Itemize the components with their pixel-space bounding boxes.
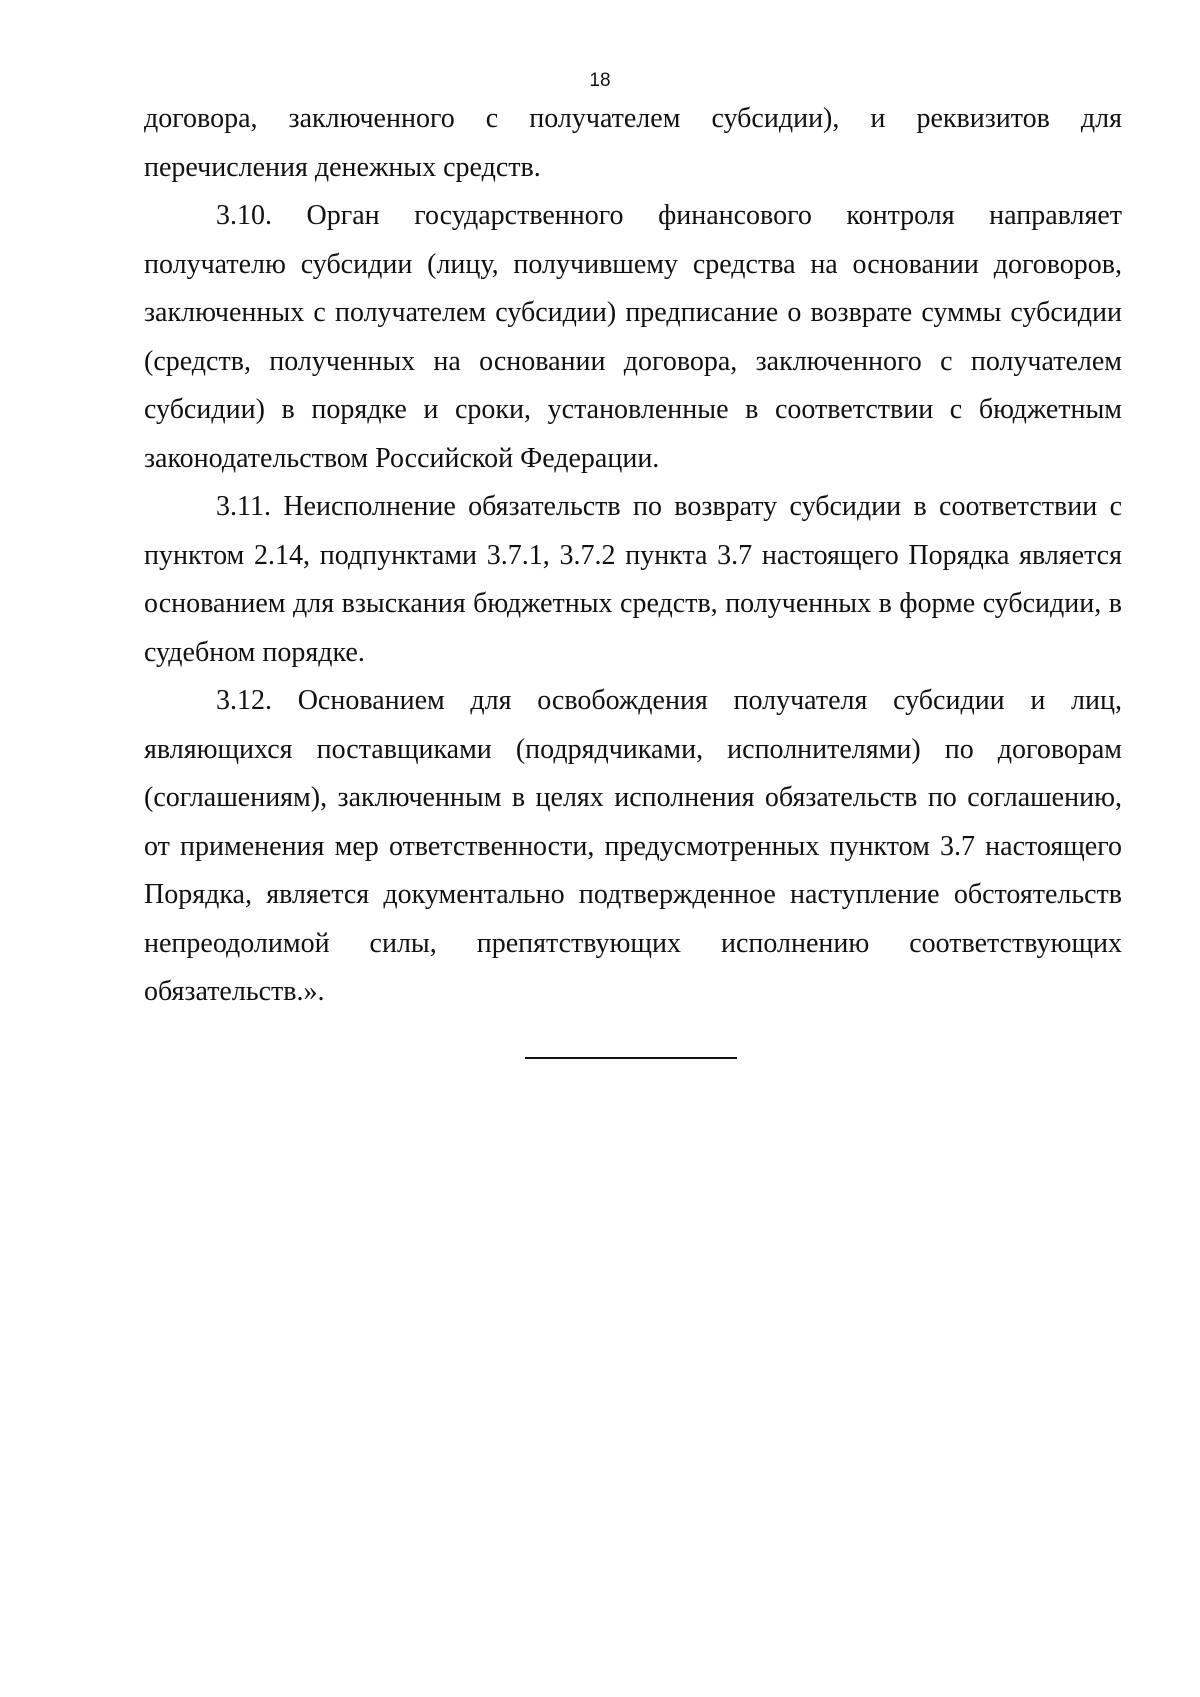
paragraph-3-10: 3.10. Орган государственного финансового контроля направляет получателю субсидии (лицу, получившему средства на основании договоров, заключенных с получателем субсидии) предписание о возврате суммы субсидии (средств, полученных на основании договора, заключенного с получателем субсидии) в порядке и сроки, установленные в соответствии с бюджетным законодательством Российской Федерации. — [144, 200, 1122, 474]
paragraph-3-12: 3.12. Основанием для освобождения получателя субсидии и лиц, являющихся поставщиками (подрядчиками, исполнителями) по договорам (соглашениям), заключенным в целях исполнения обязательств по соглашению, от применения мер ответственности, предусмотренных пунктом 3.7 настоящего Порядка, является документально подтвержденное наступление обстоятельств непреодолимой силы, препятствующих исполнению соответствующих обязательств.». — [144, 685, 1122, 1007]
end-separator-line — [525, 1057, 737, 1059]
page-number: 18 — [589, 70, 611, 91]
paragraph-continuation: договора, заключенного с получателем субсидии), и реквизитов для перечисления денежных средств. — [144, 103, 1122, 183]
document-body — [144, 95, 1122, 1017]
paragraph-3-11: 3.11. Неисполнение обязательств по возврату субсидии в соответствии с пунктом 2.14, подпунктами 3.7.1, 3.7.2 пункта 3.7 настоящего Порядка является основанием для взыскания бюджетных средств, полученных в форме субсидии, в судебном порядке. — [144, 491, 1122, 668]
